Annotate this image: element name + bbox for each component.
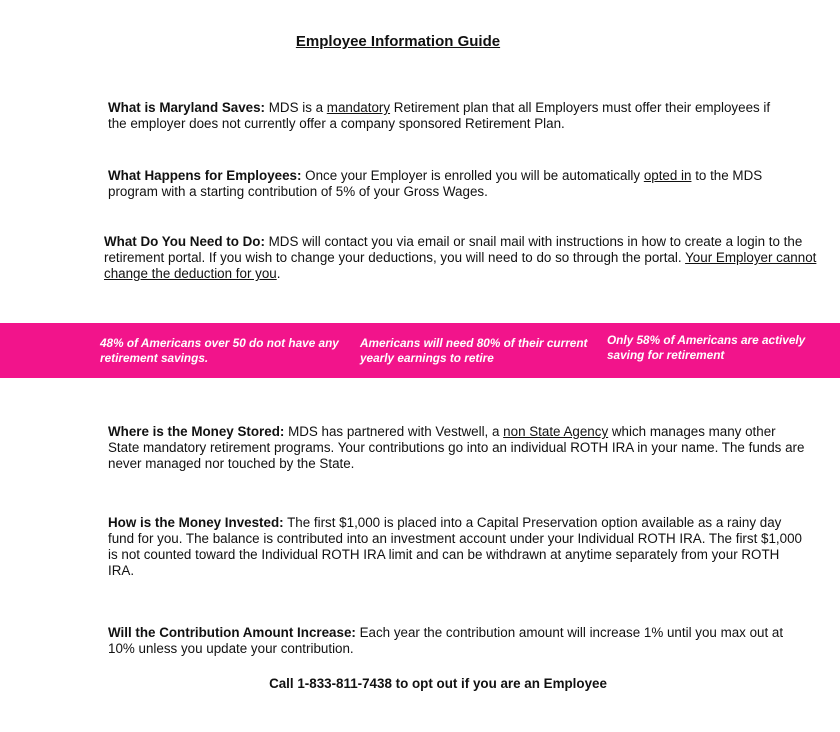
section-heading: What Happens for Employees: xyxy=(108,168,302,183)
section-money-stored xyxy=(108,424,808,472)
section-heading: Will the Contribution Amount Increase: xyxy=(108,625,356,640)
banner-stat: Only 58% of Americans are actively saving for retirement xyxy=(607,333,806,362)
section-heading: How is the Money Invested: xyxy=(108,515,284,530)
section-what-to-do xyxy=(104,234,824,282)
section-contribution-increase xyxy=(108,625,788,657)
section-text: Once your Employer is enrolled you will be automatically xyxy=(301,168,644,183)
section-text: . xyxy=(276,266,281,281)
section-text: MDS will contact you via email or snail mail with instructions in how to create a login to the retirement portal. If you wish to change your deductions, you will need to do so through the portal. xyxy=(104,234,803,265)
section-heading: What is Maryland Saves: xyxy=(108,100,266,115)
section-emphasis: mandatory xyxy=(326,100,391,115)
section-heading: Where is the Money Stored: xyxy=(108,424,285,439)
section-text: to the MDS program with a starting contribution of 5% of your Gross Wages. xyxy=(108,168,763,199)
section-text: Retirement plan that all Employers must offer their employees if the employer does not currently offer a company sponsored Retirement Plan. xyxy=(108,100,771,131)
section-text: Each year the contribution amount will increase 1% until you max out at 10% unless you update your contribution. xyxy=(108,625,784,656)
section-emphasis: non State Agency xyxy=(503,424,609,439)
section-text: which manages many other State mandatory retirement programs. Your contributions go into an individual ROTH IRA in your name. The funds are never managed nor touched by the State. xyxy=(108,424,805,471)
section-emphasis: Your Employer cannot change the deduction for you xyxy=(104,250,817,281)
section-emphasis: opted in xyxy=(643,168,692,183)
section-maryland-saves xyxy=(108,100,788,132)
section-heading: What Do You Need to Do: xyxy=(104,234,265,249)
section-text: MDS has partnered with Vestwell, a xyxy=(284,424,504,439)
document-title: Employee Information Guide xyxy=(295,33,501,50)
section-text: MDS is a xyxy=(265,100,327,115)
opt-out-phone-callout: Call 1-833-811-7438 to opt out if you are an Employee xyxy=(269,676,607,691)
section-text: The first $1,000 is placed into a Capital Preservation option available as a rainy day fund for you. The balance is contributed into an investment account under your Individual ROTH IRA. The first $1,000 is not counted toward the Individual ROTH IRA limit and can be withdrawn at anytime separately from your ROTH IRA. xyxy=(108,515,802,578)
section-money-invested xyxy=(108,515,808,579)
banner-stat: Americans will need 80% of their current yearly earnings to retire xyxy=(360,336,588,365)
statistics-banner xyxy=(0,323,840,378)
banner-stat: 48% of Americans over 50 do not have any retirement savings. xyxy=(100,336,339,365)
section-what-happens xyxy=(108,168,788,200)
